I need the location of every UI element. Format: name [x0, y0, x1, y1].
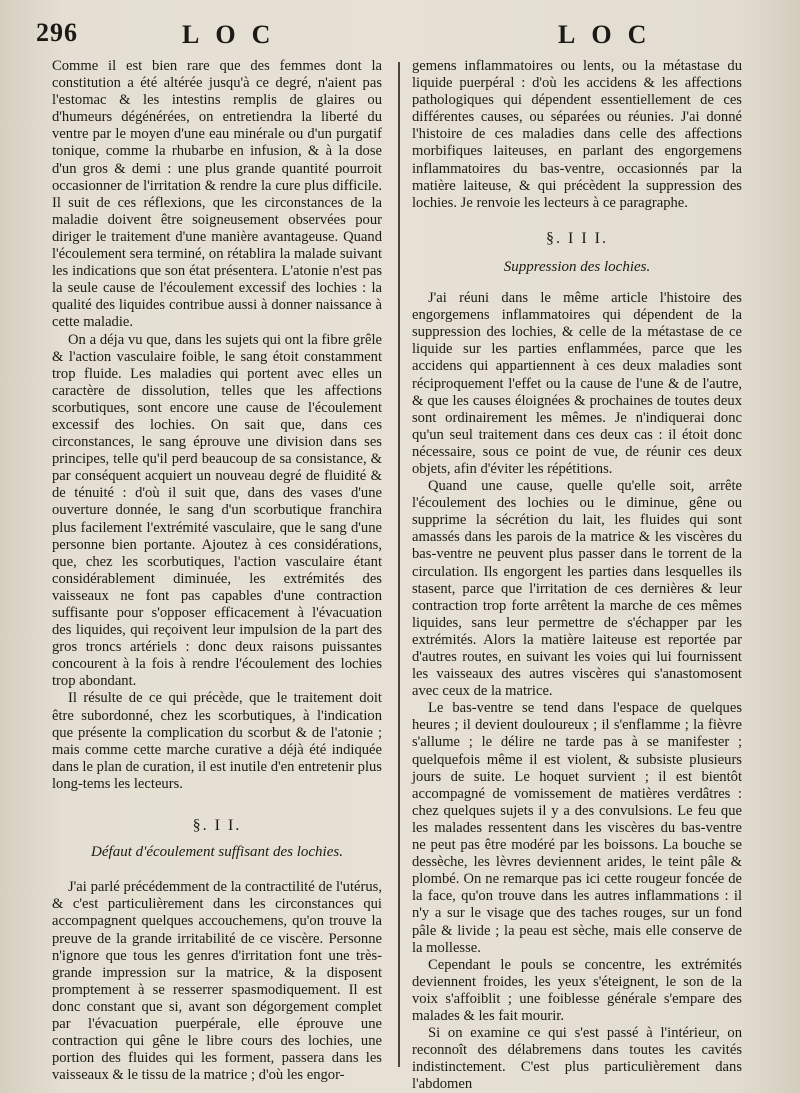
- paragraph: Le bas-ventre se tend dans l'espace de quelques heures ; il devient douloureux ; il s'enflamme ; la fièvre s'allume ; le délire ne tarde pas à se manifester ; quelquefois même il est violent, & subsiste plusieurs jours de suite. Le hoquet survient ; il est bientôt accompagné de vomissement de matières verdâtres : chez quelques sujets il y a des convulsions. Le feu que les malades ressentent dans les viscères du bas-ventre ne peut pas être modéré par les boissons. La bouche se dessèche, les lèvres deviennent arides, le teint pâle & plombé. On ne remarque pas ici cette rougeur foncée de la face, qu'on trouve dans les autres inflammations : il n'y a sur le visage que des taches rouges, sur un fond pâle & livide ; la peau est sèche, mais elle conserve de la mollesse.: [412, 700, 742, 956]
- section-number: §. I I I.: [546, 229, 608, 247]
- left-column: [52, 58, 382, 1084]
- paragraph: Cependant le pouls se concentre, les extrémités deviennent froides, les yeux s'éteignent, le son de la voix s'affoiblit ; une foiblesse générale s'empare des malades & les fait mourir.: [412, 956, 742, 1024]
- paragraph: Comme il est bien rare que des femmes dont la constitution a été altérée jusqu'à ce degré, n'aient pas l'estomac & les intestins remplis de glaires ou d'humeurs dégénérées, on entretiendra la liberté du ventre par le moyen d'une eau minérale ou d'un purgatif tonique, comme la rhubarbe en infusion, & à la dose d'un gros & demi : une plus grande quantité pourroit occasionner de l'irritation & rendre la cure plus difficile. Il suit de ces réflexions, que les circonstances de la maladie doivent être soigneusement observées pour diriger le traitement d'une manière avantageuse. Quand l'écoulement sera terminé, on rétablira la malade suivant les indications que son état présentera. L'atonie n'est pas la seule cause de l'écoulement excessif des lochies : la qualité des liquides contribue aussi à donner naissance à cette maladie.: [52, 58, 382, 331]
- page-number: 296: [36, 18, 78, 47]
- paragraph: J'ai réuni dans le même article l'histoire des engorgemens inflammatoires qui dépendent de la suppression des lochies, & celle de la métastase de ce liquide sur les parties enflammées, parce que les accidens qui appartiennent à ces deux maladies sont réciproquement l'effet ou la cause de l'une & de l'autre, & que les causes éloignées & prochaines de toutes deux sont ordinairement les mêmes. Je n'indiquerai donc qu'un seul traitement dans ces deux cas : il étoit donc nécessaire, sous ce point de vue, de réunir ces deux objets, afin d'éviter les répétitions.: [412, 290, 742, 477]
- section-title: Défaut d'écoulement suffisant des lochies.: [91, 844, 343, 861]
- section-title: Suppression des lochies.: [503, 258, 651, 275]
- paragraph: gemens inflammatoires ou lents, ou la métastase du liquide puerpéral : d'où les accidens & les affections pathologiques qui dépendent essentiellement de ces différentes causes, ou séparées ou réunies. J'ai donné l'histoire de ces maladies dans celle des affections morbifiques laiteuses, en parlant des engorgemens inflammatoires du bas-ventre, occasionnés par la matière laiteuse, & qui précèdent la suppression des lochies. Je renvoie les lecteurs à ce paragraphe.: [412, 58, 742, 211]
- paragraph: J'ai parlé précédemment de la contractilité de l'utérus, & c'est particulièrement dans les circonstances qui accompagnent quelques accouchemens, qu'on trouve la preuve de la grande irritabilité de ce viscère. Personne n'ignore que tous les genres d'irritation font une très-grande impression sur la matrice, & la disposent promptement à se resserrer spasmodiquement. Il est donc constant que si, avant son dégorgement complet par l'évacuation puerpérale, elle éprouve une contraction qui gêne le libre cours des lochies, une portion des fluides qui les forment, passera dans les vaisseaux & le tissu de la matrice ; d'où les engor-: [52, 879, 382, 1084]
- paragraph: Quand une cause, quelle qu'elle soit, arrête l'écoulement des lochies ou le diminue, gêne ou supprime la sécrétion du lait, les fluides qui sont amassés dans les parois de la matrice & les viscères du bas-ventre ne peuvent plus passer dans le torrent de la circulation. Ils engorgent les parties dans lesquelles ils stasent, parce que l'irritation de ces dernières & leur contraction trop forte arrêtent la marche de ces mêmes liquides, sans leur permettre de s'échapper par les extrémités. Alors la matière laiteuse est reportée par d'autres routes, en suivant les voies qui lui fournissent les vaisseaux des autres viscères qui s'anastomosent avec ceux de la matrice.: [412, 478, 742, 700]
- paragraph: Il résulte de ce qui précède, que le traitement doit être subordonné, chez les scorbutiques, à l'indication que présente la complication du scorbut & de l'atonie ; mais comme cette marche curative a déjà été indiquée dans le plan de curation, il est inutile d'en entretenir plus long-tems les lecteurs.: [52, 690, 382, 792]
- running-head-right: LOC: [558, 20, 663, 49]
- paragraph: On a déja vu que, dans les sujets qui ont la fibre grêle & l'action vasculaire foible, le sang étoit constamment trop fluide. Les maladies qui portent avec elles un caractère de dissolution, telles que les affections scorbutiques, sont encore une cause de l'écoulement excessif des lochies. On sait que, dans ces circonstances, le sang éprouve une division dans ses principes, telle qu'il perd beaucoup de sa consistance, & par conséquent acquiert un nouveau degré de fluidité & de ténuité : d'où il suit que, dans des vases d'une ouverture donnée, le sang d'un scorbutique franchira plus facilement l'extrémité vasculaire, que le sang d'une personne bien portante. Ajoutez à ces considérations, que, chez les scorbutiques, l'action vasculaire étant considérablement diminuée, les extrémités des vaisseaux ne font pas capables d'une contraction suffisante pour s'opposer efficacement à l'évacuation des liquides, qui reçoivent leur impulsion de la part des gros troncs artériels : donc deux raisons puissantes concourent à la fois à rendre l'écoulement des lochies trop abondant.: [52, 331, 382, 690]
- running-head-left: LOC: [182, 20, 287, 49]
- right-column: [412, 58, 742, 1093]
- section-number: §. I I.: [192, 817, 242, 835]
- column-divider: [398, 62, 400, 1067]
- paragraph: Si on examine ce qui s'est passé à l'intérieur, on reconnoît des délabremens dans toutes les cavités indistinctement. C'est plus particulièrement dans l'abdomen: [412, 1025, 742, 1093]
